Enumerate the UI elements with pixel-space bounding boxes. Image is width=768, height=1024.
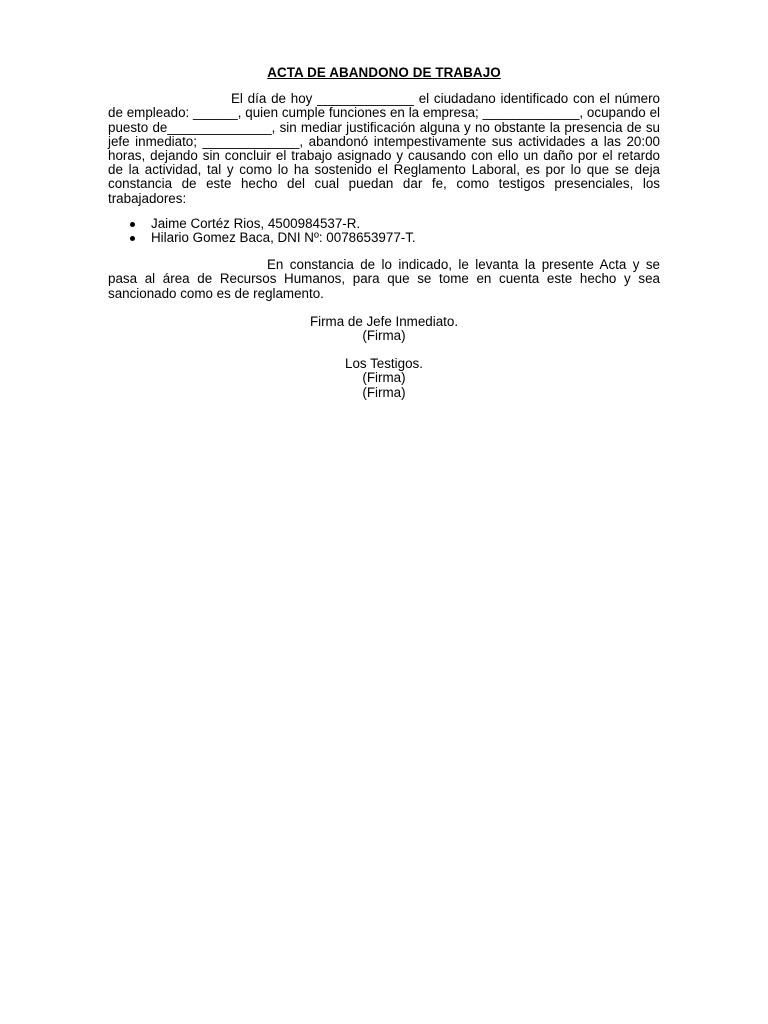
bullet-icon [130,236,135,241]
witnesses-signature-label: Los Testigos. [345,356,423,372]
list-item [108,231,660,245]
document-page [108,66,660,400]
document-title: ACTA DE ABANDONO DE TRABAJO [267,65,501,80]
intro-paragraph-text: El día de hoy _____________ el ciudadano identificado con el número de empleado: ______, quien cumple funciones en la empresa; _____________, ocupando el puesto de______________, sin mediar justificación alguna y no obstante la presencia de su jefe inmediato; _____________, abandonó intempestivamente sus actividades a las 20:00 horas, dejando sin concluir el trabajo asignado y causando con ello un daño por el retardo de la actividad, tal y como lo ha sostenido el Reglamento Laboral, es por lo que se deja constancia de este hecho del cual puedan dar fe, como testigos presenciales, los trabajadores: [108,91,660,206]
witness-signature-line: (Firma) [362,384,406,400]
bullet-icon [130,222,135,227]
supervisor-signature-line: (Firma) [362,328,406,344]
supervisor-signature-label: Firma de Jefe Inmediato. [309,313,459,329]
closing-paragraph [108,258,660,301]
list-item [108,217,660,231]
supervisor-signature-block [108,315,660,343]
intro-paragraph [108,92,660,206]
witness-list [108,217,660,245]
witnesses-signature-block [108,357,660,400]
witness-text: Hilario Gomez Baca, DNI Nº: 0078653977-T. [151,230,416,246]
closing-paragraph-text: En constancia de lo indicado, le levanta la presente Acta y se pasa al área de Recursos Humanos, para que se tome en cuenta este hecho y sea sancionado como es de reglamento. [108,257,660,301]
witness-signature-line: (Firma) [362,370,406,386]
witness-text: Jaime Cortéz Rios, 4500984537-R. [151,215,361,231]
